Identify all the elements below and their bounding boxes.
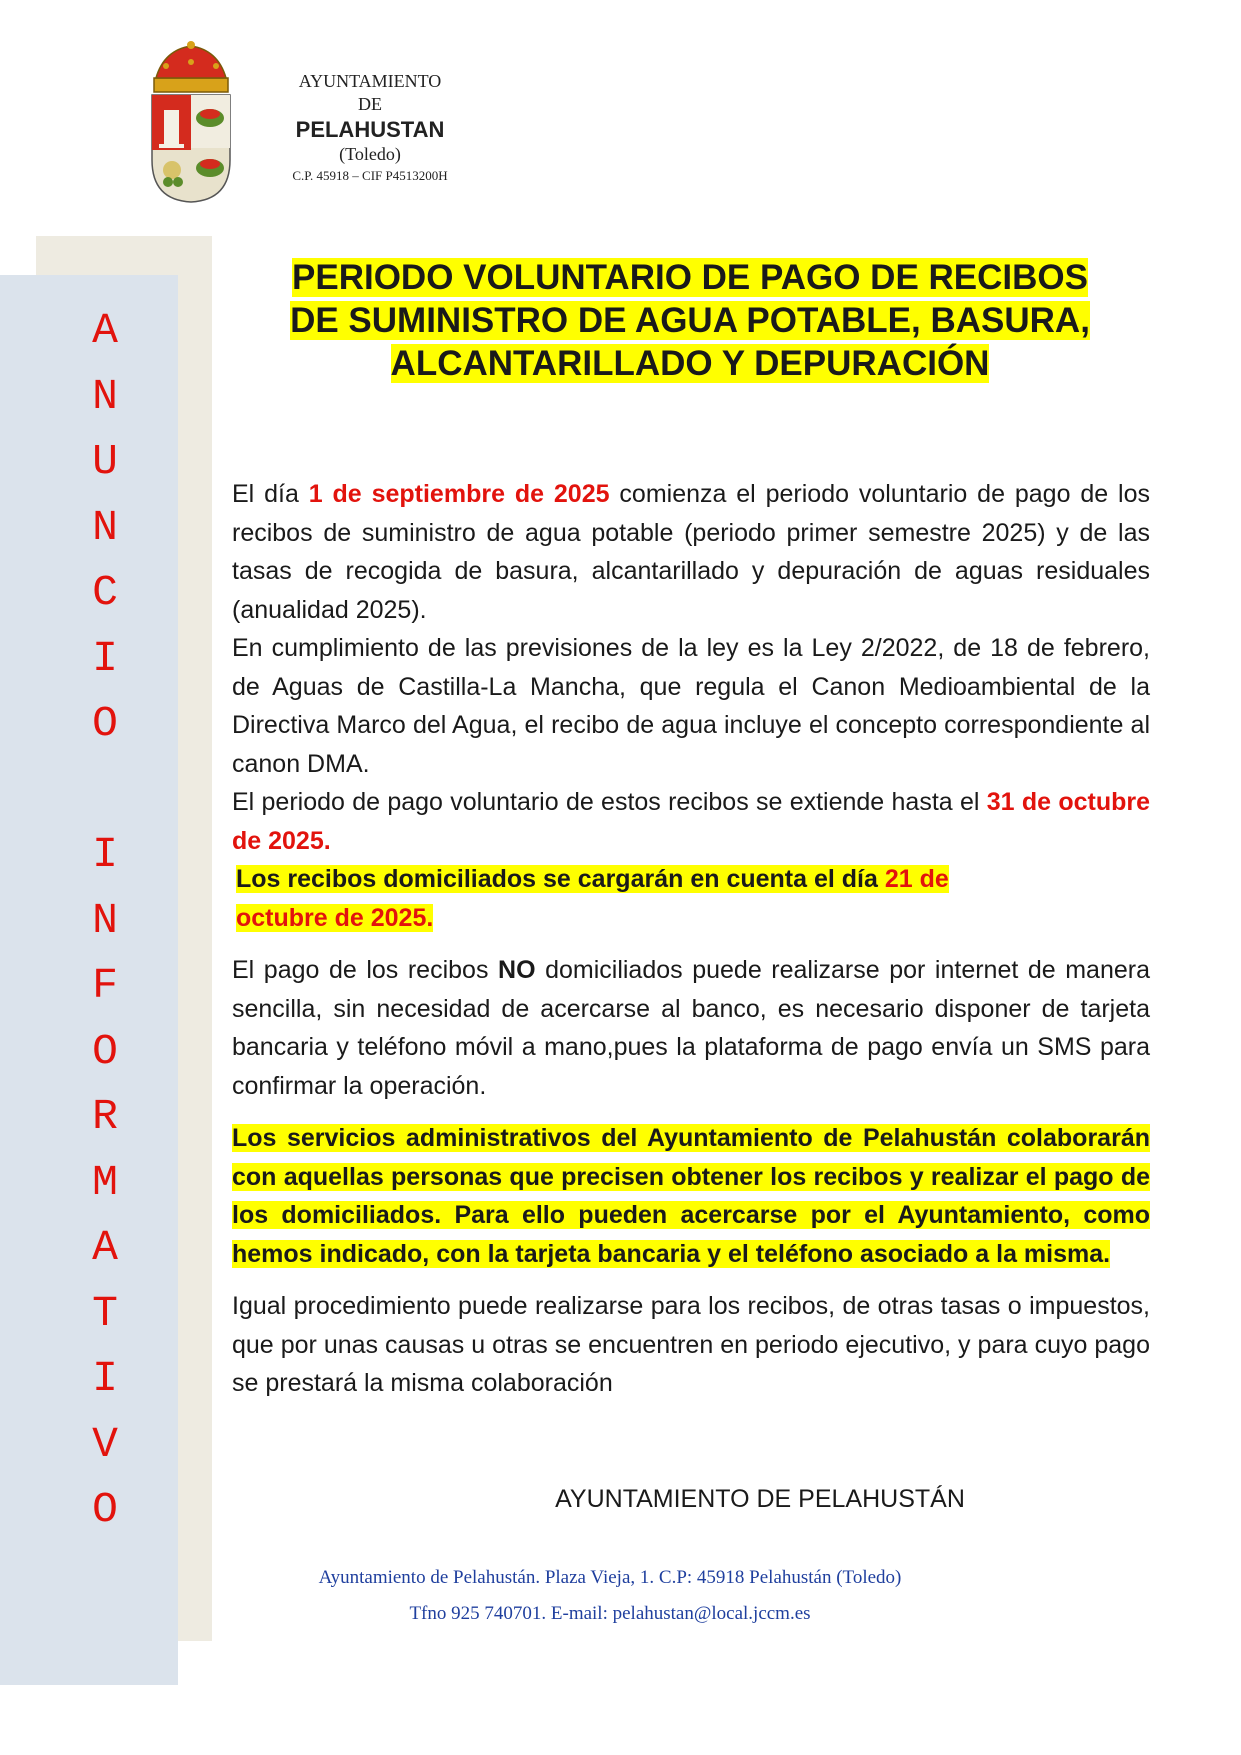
header-town-name: PELAHUSTAN	[295, 117, 445, 142]
banner-letter: O	[92, 1026, 118, 1076]
paragraph-other-taxes: Igual procedimiento puede realizarse para los recibos, de otras tasas o impuestos, que por unas causas u otras se encuentren en periodo ejecutivo, y para cuyo pago se prestará la misma colaboración	[232, 1292, 1150, 1397]
coat-of-arms-icon	[146, 40, 236, 205]
end-date: 31 de octubre de 2025.	[232, 788, 1150, 855]
title-line-3: ALCANTARILLADO Y DEPURACIÓN	[390, 344, 990, 383]
header-province: (Toledo)	[339, 144, 401, 164]
banner-letter: N	[92, 371, 118, 421]
footer-contact	[230, 1560, 990, 1632]
title-line-1: PERIODO VOLUNTARIO DE PAGO DE RECIBOS	[292, 258, 1088, 297]
debit-date: 21 de	[884, 865, 949, 893]
banner-letter: T	[92, 1288, 118, 1338]
banner-letter: V	[92, 1419, 118, 1469]
start-date: 1 de septiembre de 2025	[308, 480, 610, 508]
institution-header	[270, 70, 470, 186]
header-line-ayuntamiento: AYUNTAMIENTO	[298, 71, 442, 91]
banner-letter: O	[92, 1485, 118, 1534]
footer-phone-email: Tfno 925 740701. E-mail: pelahustan@local.jccm.es	[409, 1603, 811, 1624]
footer-address: Ayuntamiento de Pelahustán. Plaza Vieja, 1. C.P: 45918 Pelahustán (Toledo)	[318, 1567, 902, 1588]
banner-letter: M	[92, 1157, 118, 1207]
paragraph-direct-debit: Los recibos domiciliados se cargarán en cuenta el día 21 de octubre de 2025.	[236, 865, 949, 932]
banner-letter: N	[92, 895, 118, 945]
banner-letter	[60, 757, 150, 823]
header-line-de: DE	[358, 94, 382, 114]
banner-letter: C	[92, 568, 118, 617]
title-line-2: DE SUMINISTRO DE AGUA POTABLE, BASURA,	[290, 301, 1090, 340]
paragraph-start-date: El día 1 de septiembre de 2025 comienza el periodo voluntario de pago de los recibos de suministro de agua potable (periodo primer semestre 2025) y de las tasas de recogida de basura, alcantarillado y depuración de aguas residuales (anualidad 2025).	[232, 480, 1150, 624]
banner-letter: I	[92, 830, 118, 879]
banner-letter: I	[92, 1354, 118, 1403]
banner-letter: U	[92, 437, 118, 486]
no-emphasis: NO	[498, 956, 536, 984]
paragraph-online-payment: El pago de los recibos NO domiciliados puede realizarse por internet de manera sencilla, sin necesidad de acercarse al banco, es necesario disponer de tarjeta bancaria y teléfono móvil a mano,pues la plataforma de pago envía un SMS para confirmar la operación.	[232, 956, 1150, 1100]
notice-body	[232, 475, 1150, 1403]
banner-letter: A	[92, 306, 118, 355]
signature: AYUNTAMIENTO DE PELAHUSTÁN	[555, 1485, 965, 1513]
paragraph-assistance: Los servicios administrativos del Ayuntamiento de Pelahustán colaborarán con aquellas personas que precisen obtener los recibos y realizar el pago de los domiciliados. Para ello pueden acercarse por el Ayuntamiento, como hemos indicado, con la tarjeta bancaria y el teléfono asociado a la misma.	[232, 1124, 1150, 1268]
header-cp-cif: C.P. 45918 – CIF P4513200H	[292, 168, 448, 183]
notice-title	[240, 256, 1140, 385]
banner-letter: O	[92, 699, 118, 748]
banner-letter: A	[92, 1223, 118, 1272]
anuncio-informativo-banner	[60, 298, 150, 1543]
banner-letter: N	[92, 502, 118, 552]
banner-letter: F	[92, 961, 118, 1010]
banner-letter: R	[92, 1092, 118, 1141]
paragraph-end-date: El periodo de pago voluntario de estos recibos se extiende hasta el 31 de octubre de 2025.	[232, 788, 1150, 855]
paragraph-law: En cumplimiento de las previsiones de la ley es la Ley 2/2022, de 18 de febrero, de Aguas de Castilla-La Mancha, que regula el Canon Medioambiental de la Directiva Marco del Agua, el recibo de agua incluye el concepto correspondiente al canon DMA.	[232, 634, 1150, 778]
banner-letter: I	[92, 633, 118, 683]
